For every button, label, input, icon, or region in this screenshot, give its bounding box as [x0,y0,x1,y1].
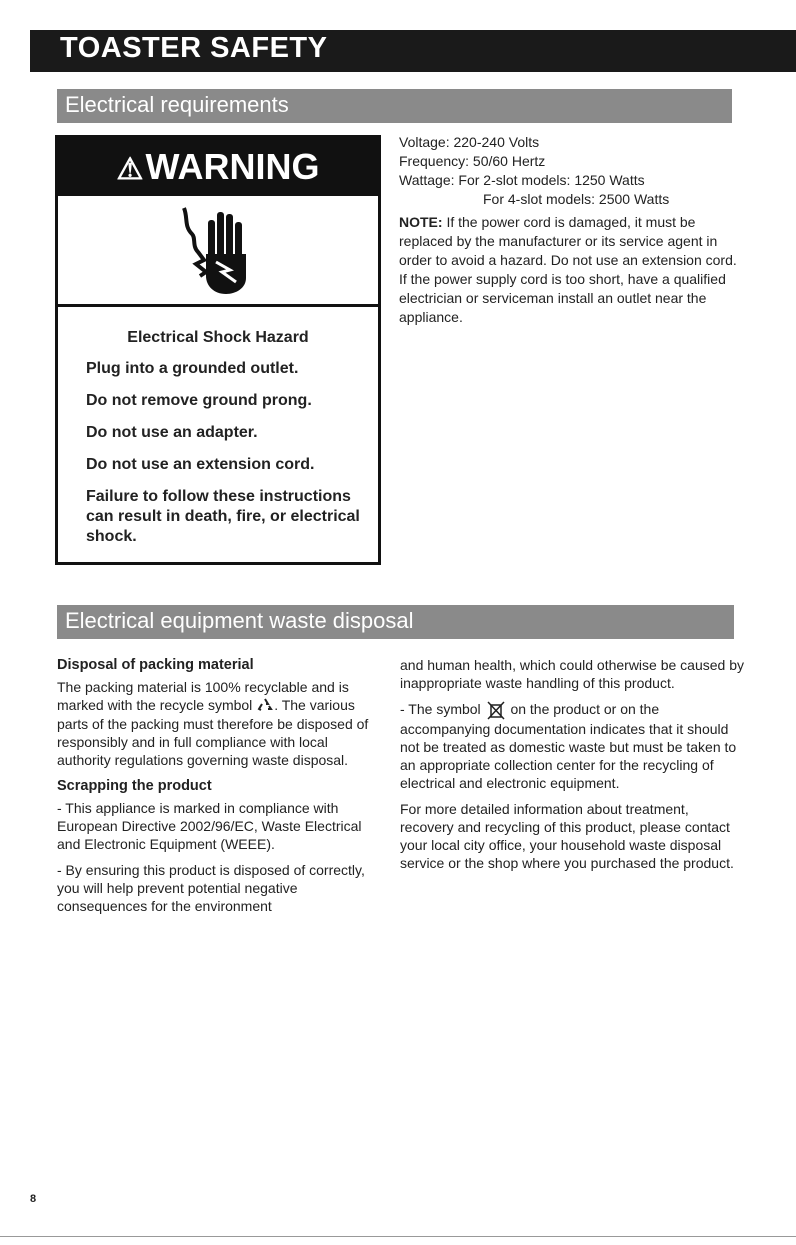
note-paragraph [399,213,744,327]
disposal-paragraph-2 [400,700,745,792]
wattage-spec: Wattage: For 2-slot models: 1250 Watts [399,172,645,188]
warning-line: Do not remove ground prong. [86,392,312,409]
crossed-bin-icon [485,700,507,720]
section-header-waste-disposal [57,605,734,639]
bottom-divider [0,1236,796,1237]
wattage-spec-4-slot: For 4-slot models: 2500 Watts [483,191,670,207]
scrapping-paragraph-1: - This appliance is marked in compliance with European Directive 2002/96/EC, Waste Electrical and Electronic Equipment (WEEE). [57,800,362,853]
warning-line: Plug into a grounded outlet. [86,360,299,377]
warning-line: Do not use an adapter. [86,424,258,441]
symbol-text-continued: on the product or on the accompanying documentation indicates that it should not be treated as domestic waste but must be taken to an appropriate collection center for the recycling of electrical and electronic equipment. [400,701,737,792]
note-text: If the power cord is damaged, it must be replaced by the manufacturer or its service agent in order to avoid a hazard. Do not use an extension cord. If the power supply cord is too short, have a qualified electrician or serviceman install an outlet near the appliance. [399,214,737,325]
shock-icon-area [58,196,378,307]
section-title: Electrical requirements [65,92,289,117]
scrapping-heading: Scrapping the product [57,778,212,795]
disposal-left-column [57,656,385,923]
note-label: NOTE: [399,214,443,230]
disposal-right-column [400,656,745,880]
page-number: 8 [30,1193,37,1205]
section-header-electrical-requirements [57,89,732,123]
symbol-text: - The symbol [400,701,481,717]
packing-heading: Disposal of packing material [57,657,254,673]
warning-header [58,138,378,196]
recycle-icon [256,697,274,715]
packing-text: The packing material is 100% recyclable and is marked with the recycle symbol [57,679,349,713]
warning-triangle-icon: ⚠ [116,153,144,186]
disposal-paragraph-3: For more detailed information about treatment, recovery and recycling of this product, please contact your local city office, your household waste disposal service or the shop where you purchased the product. [400,801,734,872]
packing-paragraph [57,678,385,769]
hazard-title: Electrical Shock Hazard [127,329,309,346]
warning-box [55,135,381,565]
warning-heading: WARNING [145,146,320,187]
warning-line: Failure to follow these instructions can result in death, fire, or electrical shock. [86,488,360,545]
scrapping-paragraph-2: - By ensuring this product is disposed of correctly, you will help prevent potential negative consequences for the environment [57,862,365,915]
frequency-spec: Frequency: 50/60 Hertz [399,153,546,169]
section-title: Electrical equipment waste disposal [65,608,414,633]
page-header-bar [30,30,796,72]
electric-shock-hand-icon [166,200,276,300]
packing-text-continued: . The various parts of the packing must therefore be disposed of responsibly and in full compliance with local authority regulations governing waste disposal. [57,697,369,769]
electrical-specs [399,133,744,327]
page-title: TOASTER SAFETY [60,32,328,64]
disposal-paragraph-1: and human health, which could otherwise be caused by inappropriate waste handling of this product. [400,657,744,691]
warning-line: Do not use an extension cord. [86,456,315,473]
voltage-spec: Voltage: 220-240 Volts [399,134,540,150]
